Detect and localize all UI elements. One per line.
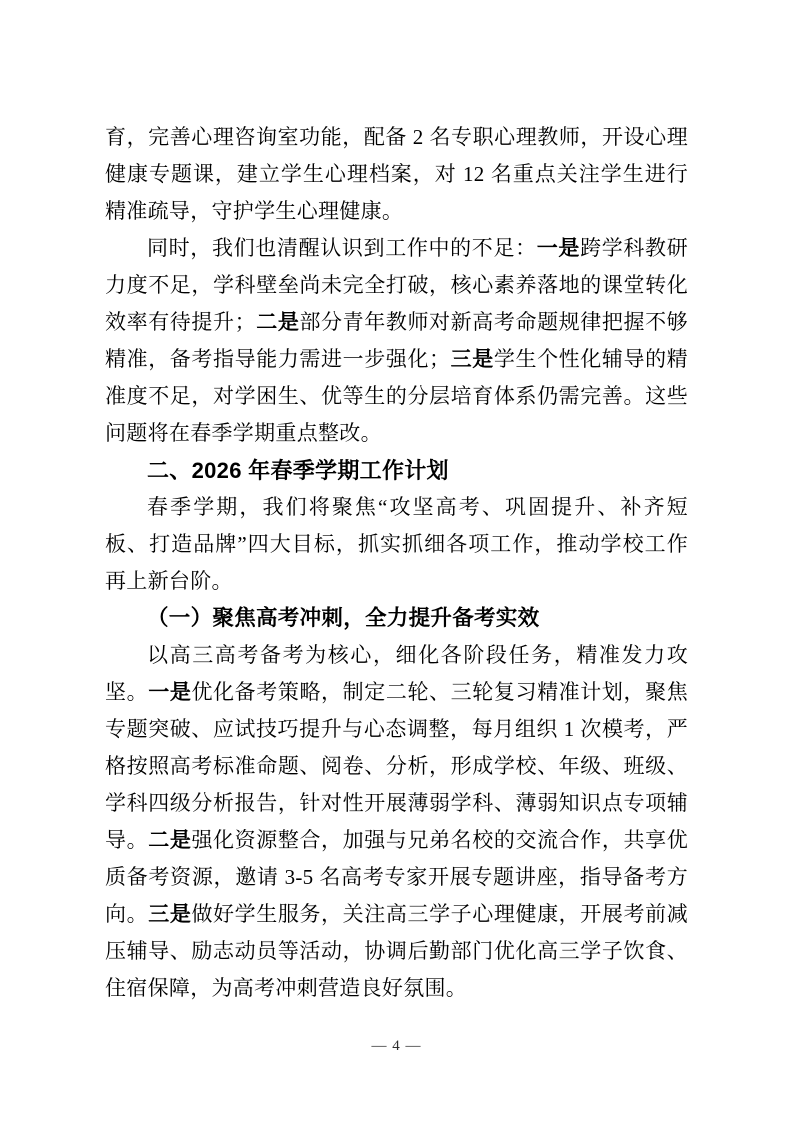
page-number: — 4 — [371,1038,422,1054]
emphasis-text: 二是 [148,828,192,852]
paragraph [105,230,688,452]
emphasis-text: 三是 [450,347,494,371]
text-run: 育，完善心理咨询室功能，配备 2 名专职心理教师，开设心理健康专题课，建立学生心理档案，对 12 名重点关注学生进行精准疏导，守护学生心理健康。 [105,125,688,223]
text-run: 做好学生服务，关注高三学子心理健康，开展考前减压辅导、励志动员等活动，协调后勤部门优化高三学子饮食、住宿保障，为高考冲刺营造良好氛围。 [105,902,688,1000]
text-run: 学生个性化辅导的精准度不足，对学困生、优等生的分层培育体系仍需完善。这些问题将在春季学期重点整改。 [105,347,688,445]
section-heading [105,452,688,489]
text-run: 以高三高考备考为核心，细化各阶段任务，精准发力攻坚。 [105,643,688,704]
emphasis-text: 一是 [148,680,192,704]
text-run: 优化备考策略，制定二轮、三轮复习精准计划，聚焦专题突破、应试技巧提升与心态调整，每月组织 1 次模考，严格按照高考标准命题、阅卷、分析，形成学校、年级、班级、学科四级分析报告，针对性开展薄弱学科、薄弱知识点专项辅导。 [105,680,688,852]
text-run: 同时，我们也清醒认识到工作中的不足： [147,236,537,260]
paragraph [105,119,688,230]
subsection-heading [105,600,688,637]
text-run: 春季学期，我们将聚焦“攻坚高考、巩固提升、补齐短板、打造品牌”四大目标，抓实抓细各项工作，推动学校工作再上新台阶。 [105,495,688,593]
emphasis-text: 二是 [255,310,300,334]
document-text [105,119,688,1007]
emphasis-text: （一）聚焦高考冲刺，全力提升备考实效 [147,606,540,630]
text-run: 跨学科教研力度不足，学科壁垒尚未完全打破，核心素养落地的课堂转化效率有待提升； [105,236,688,334]
paragraph [105,489,688,600]
text-run: 强化资源整合，加强与兄弟名校的交流合作，共享优质备考资源，邀请 3-5 名高考专家开展专题讲座，指导备考方向。 [105,828,688,926]
text-run: 部分青年教师对新高考命题规律把握不够精准，备考指导能力需进一步强化； [105,310,688,371]
emphasis-text: 二、2026 年春季学期工作计划 [147,458,449,483]
emphasis-text: 一是 [536,236,581,260]
paragraph [105,637,688,1007]
emphasis-text: 三是 [148,902,192,926]
